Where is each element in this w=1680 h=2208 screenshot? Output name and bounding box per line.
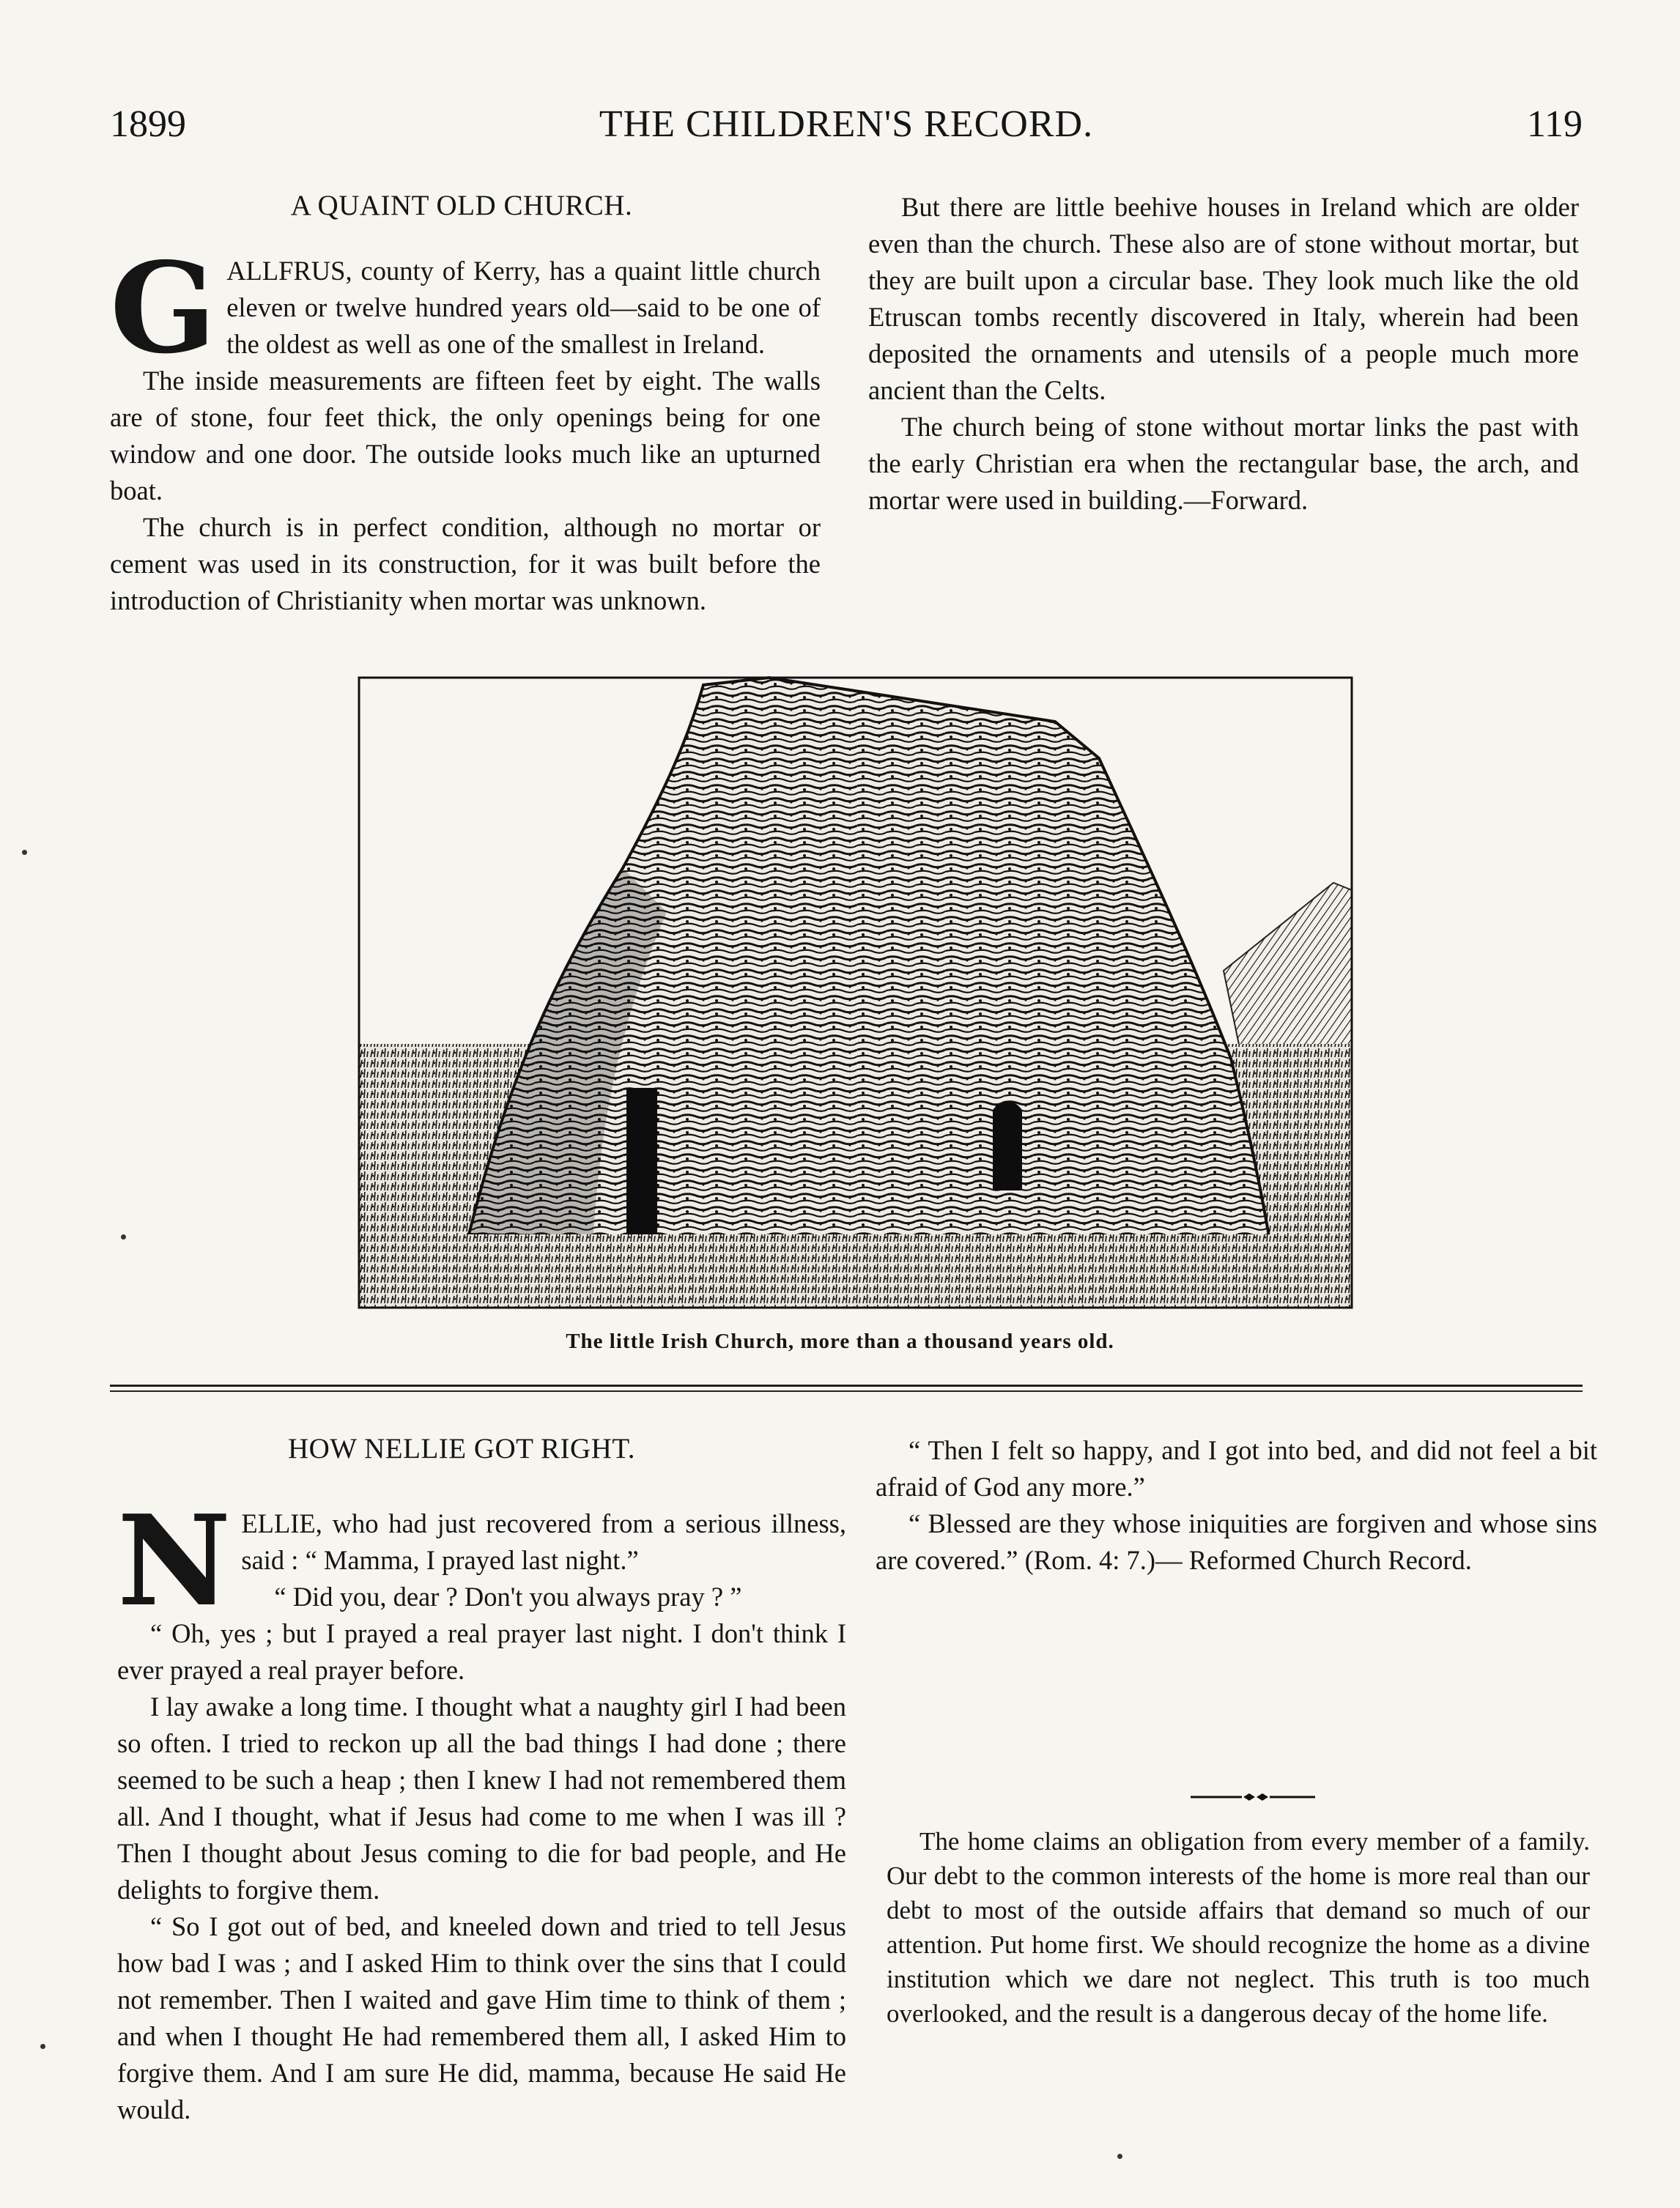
header-year: 1899 [110,103,186,145]
paragraph: The church being of stone without mortar links the past with the early Christian era when the rectangular base, the arch, and mortar were used in building.—Forward. [868,412,1579,515]
section-divider [110,1385,1583,1387]
paragraph-text: ELLIE, who had just recovered from a serious illness, said : “ Mamma, I prayed last night.” [241,1508,846,1575]
section-divider-secondary [110,1390,1583,1392]
page-number: 119 [1526,103,1583,145]
print-speck [22,850,27,855]
paragraph: “ Blessed are they whose iniquities are forgiven and whose sins are covered.” (Rom. 4: 7.)— Reformed Church Record. [876,1508,1597,1575]
paragraph: I lay awake a long time. I thought what a naughty girl I had been so often. I tried to reckon up all the bad things I had done ; there seemed to be such a heap ; then I knew I had not remembered them all. And I thought, what if Jesus had come to me when I was ill ? Then I thought about Jesus coming to die for bad people, and He delights to forgive them. [117,1692,846,1905]
paragraph: But there are little beehive houses in Ireland which are older even than the church. These also are of stone without mortar, but they are built upon a circular base. They look much like the old Etruscan tombs recently discovered in Italy, wherein had been deposited the ornaments and utensils of a people much more ancient than the Celts. [868,192,1579,405]
article-nellie-left-column [117,1488,846,2124]
page-header [110,103,1583,161]
church-illustration [359,678,1352,1308]
print-speck [121,1234,126,1240]
ornament-divider [1191,1792,1315,1802]
paragraph [110,235,821,382]
paragraph: “ Oh, yes ; but I prayed a real prayer last night. I don't think I ever prayed a real prayer before. [117,1618,846,1685]
drop-cap-letter: N [117,1488,232,1634]
article-nellie-right-column [876,1432,1597,1579]
paragraph: The church is in perfect condition, although no mortar or cement was used in its construction, for it was built before the introduction of Christianity when mortar was unknown. [110,512,821,615]
paragraph: “ Did you, dear ? Don't you always pray ? ” [274,1582,742,1612]
drop-cap-letter: G [110,235,217,382]
article-quaint-church-right-column [868,189,1579,519]
paragraph-text: ALLFRUS, county of Kerry, has a quaint little church eleven or twelve hundred years old—said to be one of the oldest as well as one of the smallest in Ireland. [226,256,821,359]
article-heading-nellie: HOW NELLIE GOT RIGHT. [287,1433,636,1464]
paragraph: The home claims an obligation from every member of a family. Our debt to the common interests of the home is more real than our debt to most of the outside affairs that demand so much of our attention. Put home first. We should recognize the home as a divine institution which we dare not neglect. This truth is too much overlooked, and the result is a dangerous decay of the home life. [887,1827,1590,2028]
paragraph: “ Then I felt so happy, and I got into bed, and did not feel a bit afraid of God any more.” [876,1435,1597,1502]
header-title: THE CHILDREN'S RECORD. [599,103,1094,145]
paragraph: “ So I got out of bed, and kneeled down and tried to tell Jesus how bad I was ; and I asked Him to think over the sins that I could not remember. Then I waited and gave Him time to think of them ; and when I thought He had remembered them all, I asked Him to forgive them. And I am sure He did, mamma, because He said He would. [117,1911,846,2124]
print-speck [40,2044,45,2049]
article-heading-quaint-church: A QUAINT OLD CHURCH. [290,190,633,221]
article-quaint-church-left-column [110,235,821,648]
print-speck [1117,2154,1122,2159]
article-home-life [887,1824,1590,2031]
paragraph: The inside measurements are fifteen feet by eight. The walls are of stone, four feet thick, the only openings being for one window and one door. The outside looks much like an upturned boat. [110,366,821,505]
figure-caption: The little Irish Church, more than a thousand years old. [566,1330,1114,1353]
